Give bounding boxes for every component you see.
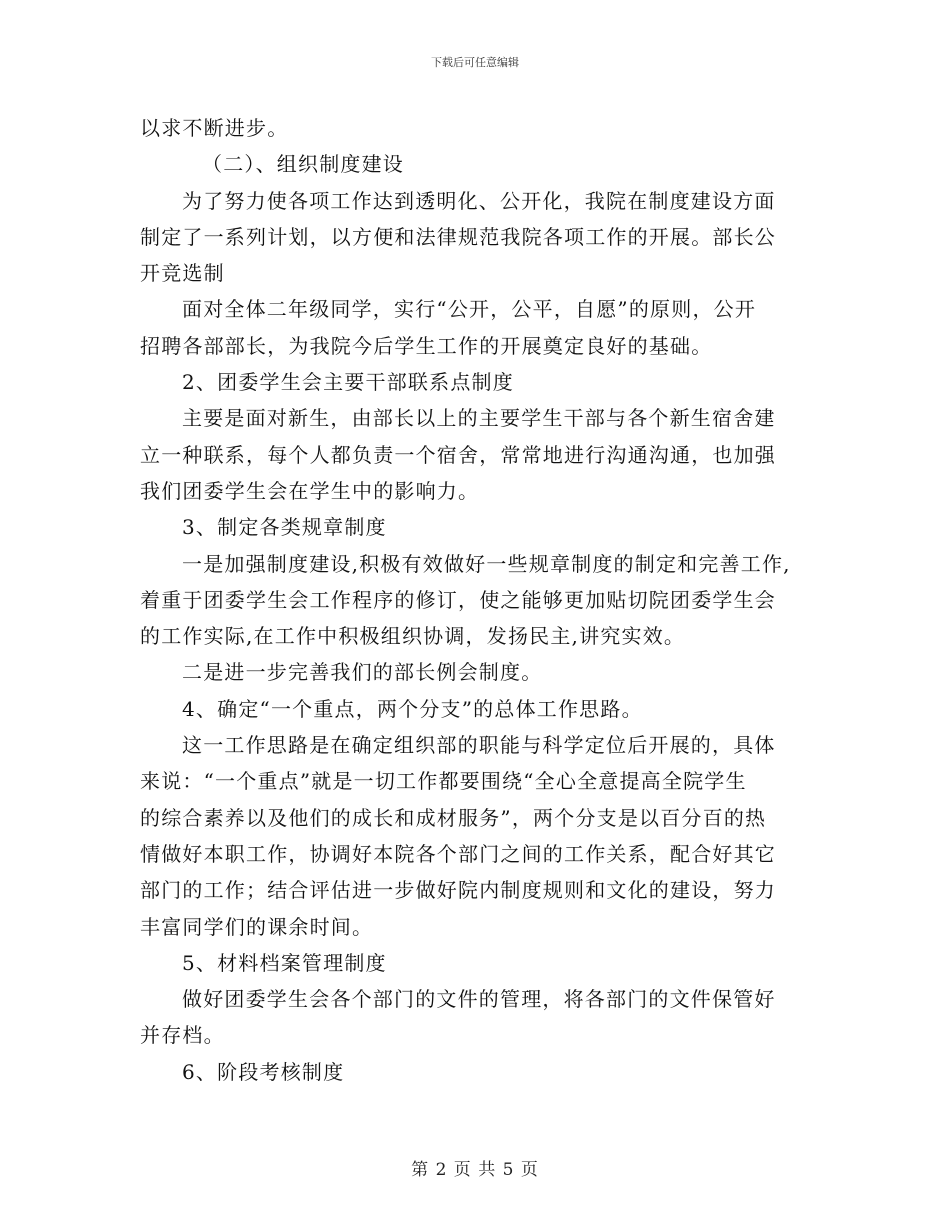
text-line: 3、制定各类规章制度 [182,515,387,540]
text-line: 招聘各部部长，为我院今后学生工作的开展奠定良好的基础。 [140,333,713,358]
document-body [140,110,800,1090]
text-line: 我们团委学生会在学生中的影响力。 [140,478,480,503]
text-line: 来说：“一个重点”就是一切工作都要围绕“全心全意提高全院学生 [140,769,747,794]
text-line: 5、材料档案管理制度 [182,950,387,975]
text-line: 为了努力使各项工作达到透明化、公开化，我院在制度建设方面 [182,188,776,213]
text-line: 的综合素养以及他们的成长和成材服务”，两个分支是以百分百的热 [140,805,767,830]
text-line: 这一工作思路是在确定组织部的职能与科学定位后开展的，具体 [182,733,776,758]
text-line: 二是进一步完善我们的部长例会制度。 [182,660,543,685]
text-line: 主要是面对新生，由部长以上的主要学生干部与各个新生宿舍建 [182,406,776,431]
text-line: 做好团委学生会各个部门的文件的管理，将各部门的文件保管好 [182,987,776,1012]
text-line: （二）、组织制度建设 [202,152,404,177]
text-line: 一是加强制度建设,积极有效做好一些规章制度的制定和完善工作, [182,551,791,576]
text-line: 制定了一系列计划，以方便和法律规范我院各项工作的开展。部长公 [140,224,776,249]
text-line: 面对全体二年级同学，实行“公开，公平，自愿”的原则，公开 [182,297,757,322]
page-number-footer: 第 2 页 共 5 页 [411,1160,539,1180]
text-line: 着重于团委学生会工作程序的修订，使之能够更加贴切院团委学生会 [140,587,776,612]
text-line: 开竞选制 [140,261,225,286]
text-line: 4、确定“一个重点，两个分支”的总体工作思路。 [182,696,643,721]
header-note: 下载后可任意编辑 [431,56,519,69]
text-line: 2、团委学生会主要干部联系点制度 [182,370,514,395]
text-line: 的工作实际,在工作中积极组织协调，发扬民主,讲究实效。 [140,624,686,649]
text-line: 6、阶段考核制度 [182,1059,345,1084]
text-line: 丰富同学们的课余时间。 [140,914,374,939]
text-line: 情做好本职工作，协调好本院各个部门之间的工作关系，配合好其它 [140,841,776,866]
text-line: 立一种联系，每个人都负责一个宿舍，常常地进行沟通沟通，也加强 [140,442,776,467]
text-line: 以求不断进步。 [140,116,289,140]
text-line: 并存档。 [140,1023,225,1048]
text-line: 部门的工作；结合评估进一步做好院内制度规则和文化的建设，努力 [140,878,776,903]
